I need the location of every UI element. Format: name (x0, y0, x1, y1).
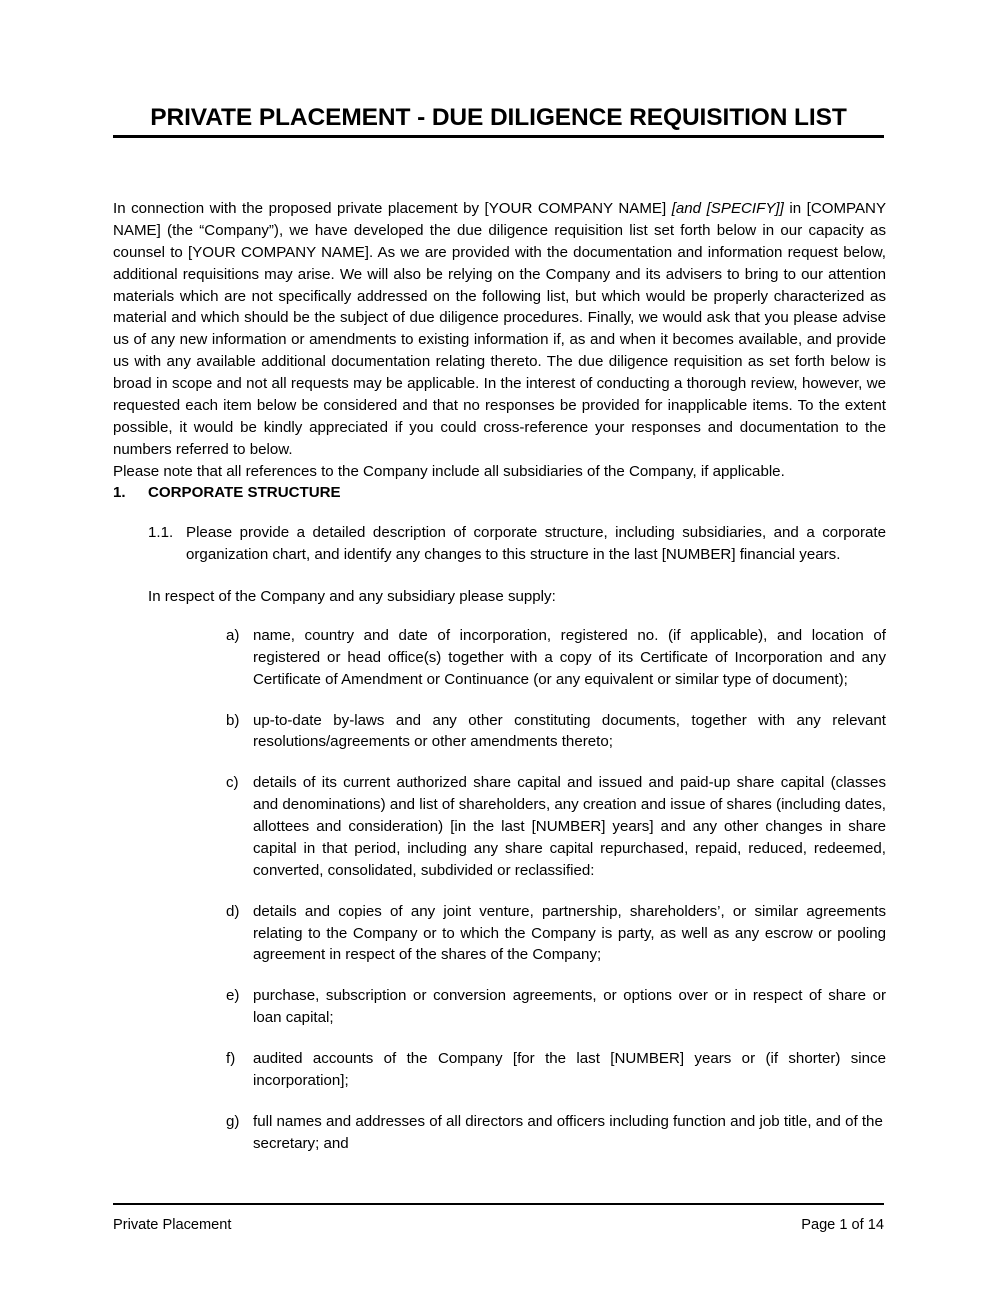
list-item-marker: d) (226, 902, 240, 920)
list-item-text: details of its current authorized share capital and issued and paid-up share capital (classes and denominations) and list of shareholders, any creation and issue of shares (including dates, allottees and consideration) [in the last [NUMBER] years] and any other changes in share capital in that period, including any share capital repurchased, repaid, reduced, redeemed, converted, consolidated, subdivided or reclassified: (253, 774, 886, 879)
lettered-list (226, 625, 886, 1155)
footer-row (113, 1205, 884, 1235)
footer-document-name: Private Placement (113, 1217, 232, 1233)
list-item (226, 772, 886, 881)
list-item-marker: c) (226, 774, 239, 792)
list-item-text: purchase, subscription or conversion agreements, or options over or in respect of share or loan capital; (253, 987, 886, 1027)
list-item (226, 1111, 886, 1155)
list-item (226, 710, 886, 754)
subsidiaries-note: Please note that all references to the Company include all subsidiaries of the Company, if applicable. (113, 462, 785, 480)
list-item (226, 901, 886, 967)
list-item-marker: f) (226, 1050, 236, 1067)
intro-text-part-1: In connection with the proposed private placement by [YOUR COMPANY NAME] (113, 200, 672, 217)
intro-paragraph (113, 198, 886, 461)
list-item-text: up-to-date by-laws and any other constituting documents, together with any relevant resolutions/agreements or other amendments thereto; (253, 711, 886, 751)
list-item (226, 625, 886, 691)
page-footer (113, 1203, 884, 1235)
list-item (226, 1048, 886, 1092)
sub-item-number: 1.1. (148, 524, 174, 542)
list-item-marker: a) (226, 626, 240, 644)
list-item (226, 985, 886, 1029)
title-block (113, 104, 884, 138)
list-item-text: name, country and date of incorporation, registered no. (if applicable), and location of registered or head office(s) together with a copy of its Certificate of Incorporation and any Certificate of Amendment or Continuance (or any equivalent or similar type of document); (253, 626, 886, 688)
list-item-text: details and copies of any joint venture, partnership, shareholders’, or similar agreements relating to the Company or to which the Company is party, as well as any escrow or pooling agreement in respect of the shares of the Company; (253, 902, 886, 964)
page-title: PRIVATE PLACEMENT - DUE DILIGENCE REQUISITION LIST (150, 104, 847, 131)
section-number: 1. (113, 484, 126, 502)
list-lead-in: In respect of the Company and any subsidiary please supply: (148, 588, 556, 605)
sub-item-text: Please provide a detailed description of corporate structure, including subsidiaries, and a corporate organization chart, and identify any changes to this structure in the last [NUMBER] financial years. (186, 524, 886, 564)
intro-text-part-2: in [COMPANY NAME] (the “Company”), we have developed the due diligence requisition list set forth below in our capacity as counsel to [YOUR COMPANY NAME]. As we are provided with the documentation and information request below, additional requisitions may arise. We will also be relying on the Company and its advisers to bring to our attention materials which are not specifically addressed on the following list, but which would be properly characterized as material and which should be the subject of due diligence procedures. Finally, we would ask that you please advise us of any new information or amendments to existing information if, as and when it becomes available, and provide us with any available additional documentation relating thereto. The due diligence requisition as set forth below is broad in scope and not all requests may be applicable. In the interest of conducting a thorough review, however, we requested each item below be considered and that no responses be provided for inapplicable items. To the extent possible, it would be kindly appreciated if you could cross-reference your responses and documentation to the numbers referred to below. (113, 200, 887, 458)
list-item-marker: g) (226, 1112, 240, 1130)
footer-page-number: Page 1 of 14 (801, 1217, 884, 1233)
section-title: CORPORATE STRUCTURE (148, 484, 341, 502)
title-divider (113, 135, 884, 138)
list-item-marker: e) (226, 987, 240, 1005)
list-item-text: full names and addresses of all directors and officers including function and job title, and of the secretary; and (253, 1112, 883, 1152)
document-body (113, 198, 886, 1155)
list-item-marker: b) (226, 711, 240, 729)
list-item-text: audited accounts of the Company [for the last [NUMBER] years or (if shorter) since incorporation]; (253, 1050, 886, 1089)
section-heading-1 (113, 482, 886, 504)
sub-item-1-1 (148, 522, 886, 566)
intro-italic-placeholder: [and [SPECIFY]] (671, 200, 784, 217)
